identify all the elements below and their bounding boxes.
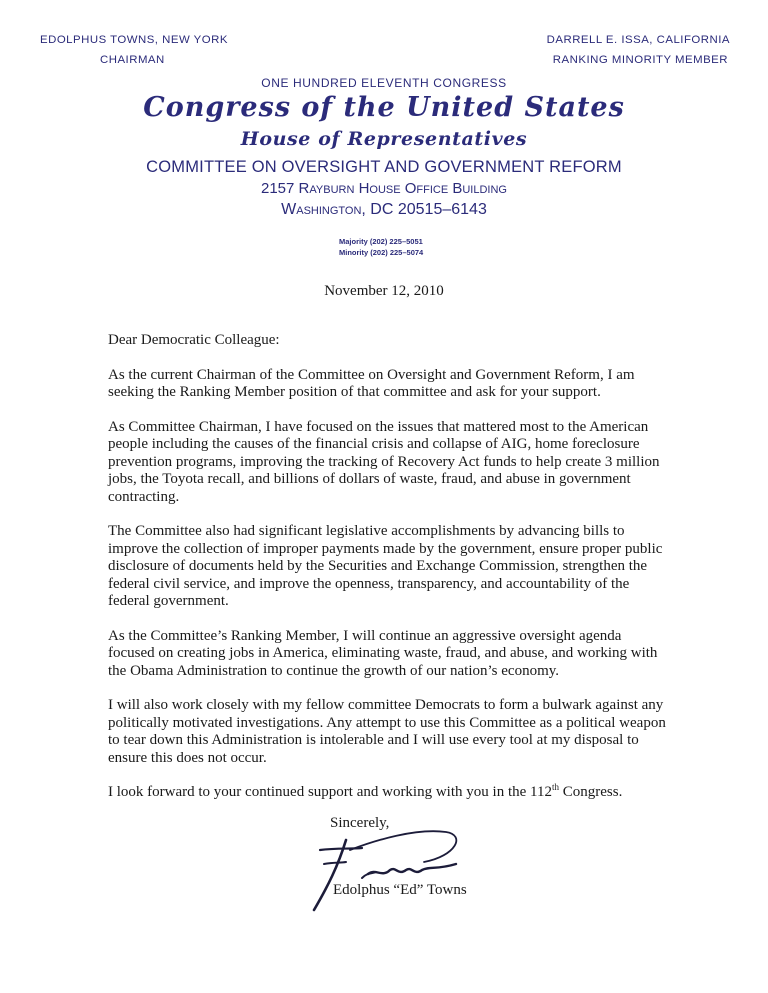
ordinal-suffix: th	[551, 782, 559, 793]
congress-number: ONE HUNDRED ELEVENTH CONGRESS	[261, 76, 507, 90]
closing-paragraph-text: I look forward to your continued support and working with you in the 112	[108, 784, 552, 801]
letter-date: November 12, 2010	[324, 283, 444, 299]
ranking-member-title: RANKING MINORITY MEMBER	[552, 54, 728, 66]
house-title: House of Representatives	[240, 128, 528, 150]
committee-name: COMMITTEE ON OVERSIGHT AND GOVERNMENT REFORM	[146, 158, 622, 176]
paragraph: The Committee also had significant legislative accomplishments by advancing bills to improve the collection of improper payments made by the government, ensure proper public disclosure of documents held by the Securities and Exchange Commission, strengthen the federal civil service, and improve the openness, transparency, and accountability of the federal government.	[108, 523, 663, 610]
salutation: Dear Democratic Colleague:	[108, 332, 280, 348]
chairman-title: CHAIRMAN	[100, 54, 165, 66]
paragraph	[108, 784, 668, 801]
paragraph: As the Committee’s Ranking Member, I will continue an aggressive oversight agenda focused on creating jobs in America, eliminating waste, fraud, and abuse, and working with the Obama Administration to continue the growth of our nation’s economy.	[108, 627, 658, 679]
phone-numbers	[339, 236, 423, 258]
closing: Sincerely,	[330, 815, 390, 831]
majority-phone: Majority (202) 225–5051	[339, 237, 423, 246]
chairman-name: EDOLPHUS TOWNS, NEW YORK	[40, 34, 228, 46]
minority-phone: Minority (202) 225–5074	[339, 248, 424, 257]
ranking-member-block	[547, 30, 730, 70]
chairman-block	[40, 30, 228, 70]
signer-name: Edolphus “Ed” Towns	[333, 882, 467, 898]
paragraph: As the current Chairman of the Committee on Oversight and Government Reform, I am seeking the Ranking Member position of that committee and ask for your support.	[108, 366, 635, 401]
office-city: Washington, DC 20515–6143	[281, 201, 487, 218]
office-address: 2157 Rayburn House Office Building	[261, 180, 507, 197]
letter-body	[108, 332, 668, 819]
congress-title: Congress of the United States	[143, 92, 625, 123]
paragraph: I will also work closely with my fellow committee Democrats to form a bulwark against any politically motivated investigations. Any attempt to use this Committee as a political weapon to tear down this Administration is intolerable and I will use every tool at my disposal to ensure this does not occur.	[108, 697, 666, 766]
ranking-member-name: DARRELL E. ISSA, CALIFORNIA	[546, 34, 730, 46]
closing-paragraph-tail: Congress.	[558, 784, 623, 801]
paragraph: As Committee Chairman, I have focused on the issues that mattered most to the American people including the causes of the financial crisis and collapse of AIG, home foreclosure prevention programs, improving the tracking of Recovery Act funds to help create 3 million jobs, the Toyota recall, and billions of dollars of waste, fraud, and abuse in government contracting.	[108, 419, 660, 505]
